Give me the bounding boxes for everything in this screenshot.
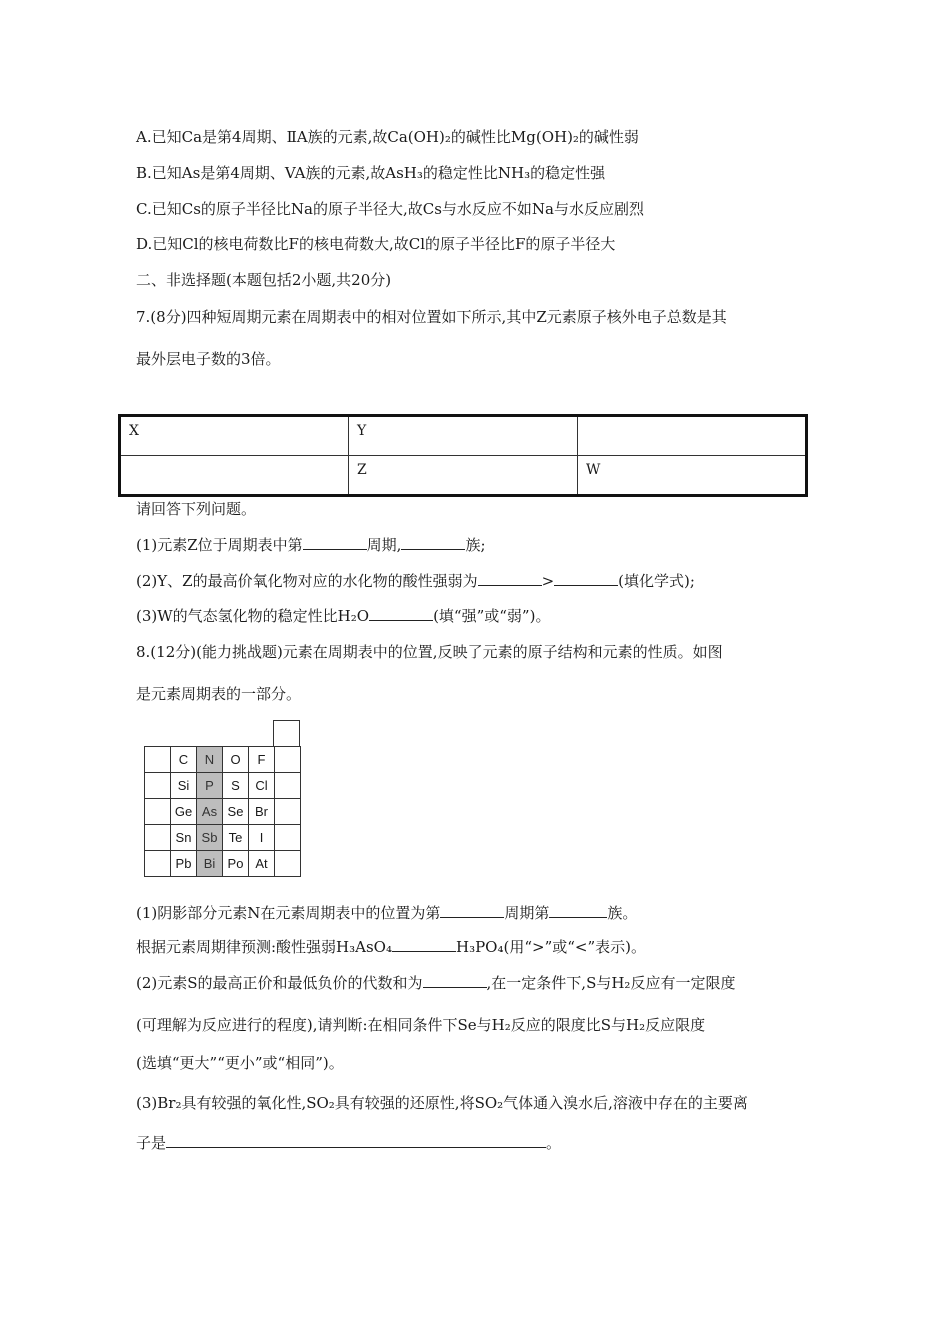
- element-cell-cl: Cl: [249, 773, 275, 799]
- element-cell-o: O: [223, 747, 249, 773]
- answer-blank[interactable]: [369, 606, 433, 621]
- element-cell-as: As: [197, 799, 223, 825]
- element-cell-c: C: [171, 747, 197, 773]
- question-7-text: 7.(8分)四种短周期元素在周期表中的相对位置如下所示,其中Z元素原子核外电子总数是其: [136, 308, 727, 326]
- empty-cell: [275, 851, 301, 877]
- element-cell-at: At: [249, 851, 275, 877]
- element-cell-te: Te: [223, 825, 249, 851]
- element-cell-si: Si: [171, 773, 197, 799]
- element-cell-po: Po: [223, 851, 249, 877]
- element-cell-bi: Bi: [197, 851, 223, 877]
- empty-cell: [145, 825, 171, 851]
- element-cell-f: F: [249, 747, 275, 773]
- question-8-part-2: (2)元素S的最高正价和最低负价的代数和为 ,在一定条件下,S与H₂反应有一定限度: [136, 974, 736, 992]
- empty-cell: [275, 825, 301, 851]
- answer-blank[interactable]: [423, 973, 487, 988]
- empty-cell: [275, 773, 301, 799]
- element-cell-se: Se: [223, 799, 249, 825]
- cell-z: Z: [349, 456, 578, 496]
- element-cell-sb: Sb: [197, 825, 223, 851]
- element-cell-s: S: [223, 773, 249, 799]
- question-8-text: 8.(12分)(能力挑战题)元素在周期表中的位置,反映了元素的原子结构和元素的性质。如图: [136, 643, 723, 661]
- answer-blank[interactable]: [549, 903, 607, 918]
- question-8-part-3-cont: 子是 。: [136, 1134, 562, 1152]
- periodic-table-top-cell: [273, 720, 300, 747]
- empty-cell: [275, 799, 301, 825]
- question-7-part-3: (3)W的气态氢化物的稳定性比H₂O (填“强”或“弱”)。: [136, 607, 551, 625]
- answer-blank[interactable]: [401, 535, 465, 550]
- element-cell-p: P: [197, 773, 223, 799]
- answer-blank[interactable]: [554, 571, 618, 586]
- cell-x: X: [120, 416, 349, 456]
- answer-blank[interactable]: [166, 1133, 546, 1148]
- element-cell-br: Br: [249, 799, 275, 825]
- element-cell-sn: Sn: [171, 825, 197, 851]
- question-7-prompt: 请回答下列问题。: [136, 500, 257, 518]
- element-position-table: [118, 414, 808, 497]
- question-7-text-cont: 最外层电子数的3倍。: [136, 350, 281, 368]
- question-8-part-1: (1)阴影部分元素N在元素周期表中的位置为第 周期第 族。: [136, 904, 638, 922]
- answer-blank[interactable]: [303, 535, 367, 550]
- question-7-part-2: (2)Y、Z的最高价氧化物对应的水化物的酸性强弱为 > (填化学式);: [136, 572, 695, 590]
- element-cell-i: I: [249, 825, 275, 851]
- element-cell-pb: Pb: [171, 851, 197, 877]
- question-8-text-cont: 是元素周期表的一部分。: [136, 685, 302, 703]
- option-a: A.已知Ca是第4周期、ⅡA族的元素,故Ca(OH)₂的碱性比Mg(OH)₂的碱性弱: [136, 128, 639, 146]
- question-8-part-2-end: (选填“更大”“更小”或“相同”)。: [136, 1054, 344, 1072]
- option-c: C.已知Cs的原子半径比Na的原子半径大,故Cs与水反应不如Na与水反应剧烈: [136, 200, 644, 218]
- question-8-part-3: (3)Br₂具有较强的氧化性,SO₂具有较强的还原性,将SO₂气体通入溴水后,溶液中存在的主要离: [136, 1094, 748, 1112]
- question-8-part-2-cont: (可理解为反应进行的程度),请判断:在相同条件下Se与H₂反应的限度比S与H₂反应限度: [136, 1016, 706, 1034]
- empty-cell: [145, 851, 171, 877]
- cell-empty: [578, 416, 807, 456]
- answer-blank[interactable]: [392, 937, 456, 952]
- periodic-table-fragment: [144, 746, 301, 877]
- cell-empty: [120, 456, 349, 496]
- question-7-part-1: (1)元素Z位于周期表中第 周期, 族;: [136, 536, 486, 554]
- option-d: D.已知Cl的核电荷数比F的核电荷数大,故Cl的原子半径比F的原子半径大: [136, 235, 616, 253]
- cell-w: W: [578, 456, 807, 496]
- empty-cell: [145, 799, 171, 825]
- empty-cell: [145, 747, 171, 773]
- element-cell-n: N: [197, 747, 223, 773]
- question-8-prediction: 根据元素周期律预测:酸性强弱H₃AsO₄ H₃PO₄(用“>”或“<”表示)。: [136, 938, 647, 956]
- empty-cell: [275, 747, 301, 773]
- answer-blank[interactable]: [440, 903, 504, 918]
- element-cell-ge: Ge: [171, 799, 197, 825]
- section-heading: 二、非选择题(本题包括2小题,共20分): [136, 271, 392, 289]
- cell-y: Y: [349, 416, 578, 456]
- option-b: B.已知As是第4周期、VA族的元素,故AsH₃的稳定性比NH₃的稳定性强: [136, 164, 606, 182]
- answer-blank[interactable]: [478, 571, 542, 586]
- empty-cell: [145, 773, 171, 799]
